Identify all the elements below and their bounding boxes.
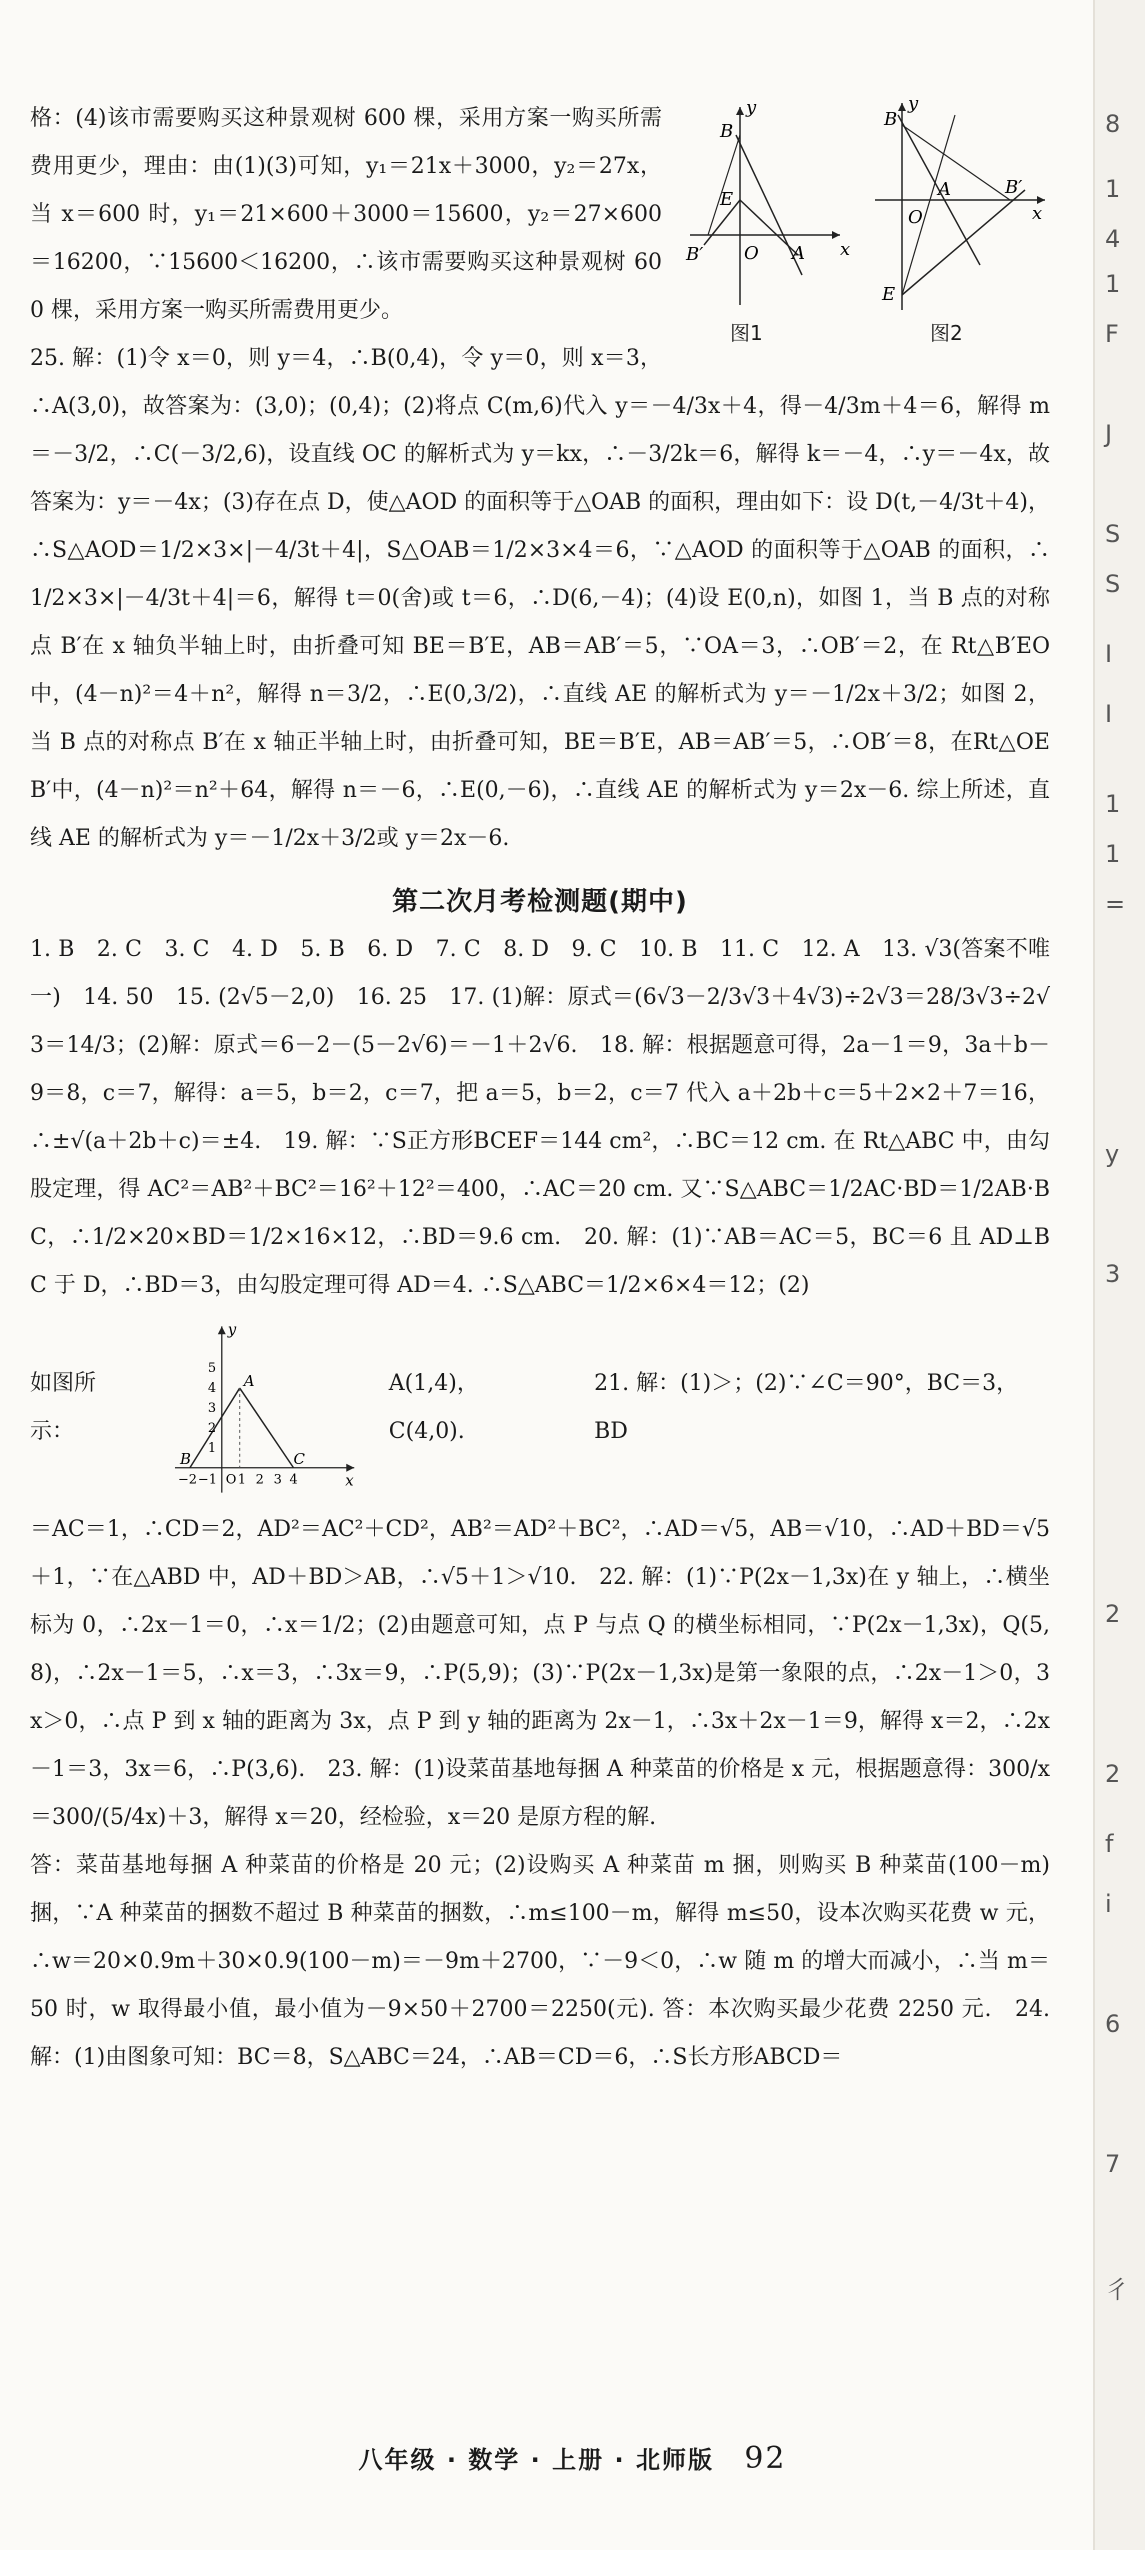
coordinate-figure-row bbox=[30, 1318, 1050, 1498]
answer-paragraph-q21-q23: ＝AC＝1，∴CD＝2，AD²＝AC²＋CD²，AB²＝AD²＋BC²，∴AD＝√5，AB＝√10，∴AD＋BD＝√5＋1，∵在△ABD 中，AD＋BD＞AB，∴√5＋1＞√10. 22. 解：(1)∵P(2x－1,3x)在 y 轴上，∴横坐标为 0，∴2x－1＝0，∴x＝1/2；(2)由题意可知，点 P 与点 Q 的横坐标相同，∵P(2x－1,3x)，Q(5,8)，∴2x－1＝5，∴x＝3，∴3x＝9，∴P(5,9)；(3)∵P(2x－1,3x)是第一象限的点，∴2x－1＞0，3x＞0，∴点 P 到 x 轴的距离为 3x，点 P 到 y 轴的距离为 2x－1，∴3x＋2x－1＝9，解得 x＝2，∴2x－1＝3，3x＝6，∴P(3,6). 23. 解：(1)设菜苗基地每捆 A 种菜苗的价格是 x 元，根据题意得：300/x＝300/(5/4x)＋3，解得 x＝20，经检验，x＝20 是原方程的解. bbox=[30, 1517, 1050, 1830]
coord-tick-y4: 4 bbox=[207, 1381, 216, 1397]
coord-label-y: y bbox=[227, 1320, 236, 1339]
fig1-label-y: y bbox=[746, 97, 757, 118]
strip-glyph: 1 bbox=[1105, 270, 1121, 298]
fig2-label-y: y bbox=[908, 95, 919, 114]
coord-tick-x1: 1 bbox=[237, 1472, 246, 1488]
fig1-label-a: A bbox=[792, 243, 805, 264]
answer-paragraph-q1-q20: 1. B 2. C 3. C 4. D 5. B 6. D 7. C 8. D 9. C 10. B 11. C 12. A 13. √3(答案不唯一) 14. 50 15. (2√5－2,0) 16. 25 17. (1)解：原式＝(6√3－2/3√3＋4√3)÷2√3＝28/3√3÷2√3＝14/3；(2)解：原式＝6－2－(5－2√6)＝－1＋2√6. 18. 解：根据题意可得，2a－1＝9，3a＋b－9＝8，c＝7，解得：a＝5，b＝2，c＝7，把 a＝5，b＝2，c＝7 代入 a＋2b＋c＝5＋2×2＋7＝16，∴±√(a＋2b＋c)＝±4. 19. 解：∵S正方形BCEF＝144 cm²，∴BC＝12 cm. 在 Rt△ABC 中，由勾股定理，得 AC²＝AB²＋BC²＝16²＋12²＝400，∴AC＝20 cm. 又∵S△ABC＝1/2AC·BD＝1/2AB·BC，∴1/2×20×BD＝1/2×16×12，∴BD＝9.6 cm. 20. 解：(1)∵AB＝AC＝5，BC＝6 且 AD⊥BC 于 D，∴BD＝3，由勾股定理可得 AD＝4. ∴S△ABC＝1/2×6×4＝12；(2) bbox=[30, 937, 1050, 1298]
coord-tick-x2: 2 bbox=[255, 1472, 264, 1488]
strip-glyph: I bbox=[1105, 640, 1113, 668]
strip-glyph: 1 bbox=[1105, 175, 1121, 203]
strip-glyph: 6 bbox=[1105, 2010, 1121, 2038]
answer-paragraph-q23-q24: 答：菜苗基地每捆 A 种菜苗的价格是 20 元；(2)设购买 A 种菜苗 m 捆，则购买 B 种菜苗(100－m)捆，∵A 种菜苗的捆数不超过 B 种菜苗的捆数，∴m≤100－m，解得 m≤50，设本次购买花费 w 元，∴w＝20×0.9m＋30×0.9(100－m)＝－9m＋2700，∵－9＜0，∴w 随 m 的增大而减小，∴当 m＝50 时，w 取得最小值，最小值为－9×50＋2700＝2250(元). 答：本次购买最少花费 2250 元. 24. 解：(1)由图象可知：BC＝8，S△ABC＝24，∴AB＝CD＝6，∴S长方形ABCD＝ bbox=[30, 1853, 1050, 2070]
footer-book-label: 八年级 · 数学 · 上册 · 北师版 bbox=[358, 2446, 714, 2474]
strip-glyph: i bbox=[1105, 1890, 1112, 1918]
strip-glyph: = bbox=[1105, 890, 1126, 918]
strip-glyph: 7 bbox=[1105, 2150, 1121, 2178]
coord-tick-y3: 3 bbox=[207, 1400, 216, 1416]
figure-2-caption: 图2 bbox=[930, 321, 963, 345]
strip-glyph: J bbox=[1105, 420, 1113, 448]
answer-column bbox=[30, 95, 1050, 2082]
strip-glyph: 8 bbox=[1105, 110, 1121, 138]
coord-tick-xm2: −2 bbox=[177, 1472, 197, 1488]
coord-label-x: x bbox=[344, 1471, 354, 1490]
page-number: 92 bbox=[744, 2441, 787, 2476]
fig2-label-b: B bbox=[884, 109, 898, 130]
fig1-label-b-prime: B′ bbox=[686, 244, 704, 265]
strip-glyph: 彳 bbox=[1105, 2276, 1129, 2304]
fig2-label-x: x bbox=[1032, 203, 1043, 224]
adjacent-page-edge bbox=[1093, 0, 1145, 2550]
answer-paragraph-q24-end: 格：(4)该市需要购买这种景观树 600 棵，采用方案一购买所需费用更少，理由：由(1)(3)可知，y₁＝21x＋3000，y₂＝27x，当 x＝600 时，y₁＝21×600＋3000＝15600，y₂＝27×600＝16200，∵15600＜16200，∴该市需要购买这种景观树 600 棵，采用方案一购买所需费用更少。 bbox=[30, 106, 662, 323]
fig1-label-e: E bbox=[720, 189, 734, 210]
coord-tick-y1: 1 bbox=[207, 1440, 216, 1456]
figure-points-text: A(1,4)，C(4,0). bbox=[388, 1371, 479, 1444]
strip-glyph: y bbox=[1105, 1140, 1120, 1168]
coord-label-a: A bbox=[243, 1372, 255, 1391]
fig1-label-o: O bbox=[744, 243, 759, 264]
strip-glyph: f bbox=[1105, 1830, 1114, 1858]
coord-tick-x4: 4 bbox=[289, 1472, 298, 1488]
fig1-label-x: x bbox=[840, 239, 851, 260]
strip-glyph: 2 bbox=[1105, 1760, 1121, 1788]
section-title: 第二次月考检测题(期中) bbox=[392, 887, 688, 917]
coord-label-b: B bbox=[179, 1449, 191, 1468]
fig2-label-b-prime: B′ bbox=[1005, 177, 1023, 198]
strip-glyph: 3 bbox=[1105, 1260, 1121, 1288]
figure-prefix-text: 如图所示： bbox=[30, 1371, 97, 1444]
coord-label-c: C bbox=[293, 1449, 305, 1468]
strip-glyph: F bbox=[1105, 320, 1119, 348]
fold-figures-svg bbox=[680, 95, 1050, 315]
coord-tick-y5: 5 bbox=[207, 1361, 216, 1377]
coordinate-triangle-figure bbox=[170, 1318, 359, 1498]
figure-1 bbox=[685, 97, 850, 305]
fig2-label-e: E bbox=[882, 284, 896, 305]
figure-2 bbox=[875, 95, 1045, 310]
page-footer bbox=[0, 2440, 1145, 2476]
coord-tick-xm1: −1 bbox=[197, 1472, 217, 1488]
coord-tick-y2: 2 bbox=[207, 1420, 216, 1436]
fig2-label-a: A bbox=[938, 179, 951, 200]
strip-glyph: 2 bbox=[1105, 1600, 1121, 1628]
fig2-label-o: O bbox=[908, 207, 923, 228]
figure-row-rest-text: 21. 解：(1)＞；(2)∵∠C＝90°，BC＝3，BD bbox=[594, 1371, 1019, 1444]
strip-glyph: S bbox=[1105, 570, 1121, 598]
fold-figures bbox=[680, 95, 1050, 345]
coord-label-o: O bbox=[225, 1472, 236, 1488]
fig1-label-b: B bbox=[720, 121, 734, 142]
strip-glyph: S bbox=[1105, 520, 1121, 548]
answer-paragraph-q25: 25. 解：(1)令 x＝0，则 y＝4，∴B(0,4)，令 y＝0，则 x＝3，∴A(3,0)，故答案为：(3,0)；(0,4)；(2)将点 C(m,6)代入 y＝－4/3x＋4，得－4/3m＋4＝6，解得 m＝－3/2，∴C(－3/2,6)，设直线 OC 的解析式为 y＝kx，∴－3/2k＝6，解得 k＝－4，∴y＝－4x，故答案为：y＝－4x；(3)存在点 D，使△AOD 的面积等于△OAB 的面积，理由如下：设 D(t,－4/3t＋4)，∴S△AOD＝1/2×3×|－4/3t＋4|，S△OAB＝1/2×3×4＝6，∵△AOD 的面积等于△OAB 的面积，∴1/2×3×|－4/3t＋4|＝6，解得 t＝0(舍)或 t＝6，∴D(6,－4)；(4)设 E(0,n)，如图 1，当 B 点的对称点 B′在 x 轴负半轴上时，由折叠可知 BE＝B′E，AB＝AB′＝5，∵OA＝3，∴OB′＝2，在 Rt△B′EO 中，(4－n)²＝4＋n²，解得 n＝3/2，∴E(0,3/2)，∴直线 AE 的解析式为 y＝－1/2x＋3/2；如图 2，当 B 点的对称点 B′在 x 轴正半轴上时，由折叠可知，BE＝B′E，AB＝AB′＝5，∴OB′＝8，在Rt△OEB′中，(4－n)²＝n²＋64，解得 n＝－6，∴E(0,－6)，∴直线 AE 的解析式为 y＝2x－6. 综上所述，直线 AE 的解析式为 y＝－1/2x＋3/2或 y＝2x－6. bbox=[30, 346, 1050, 851]
strip-glyph: 1 bbox=[1105, 790, 1121, 818]
strip-glyph: I bbox=[1105, 700, 1113, 728]
strip-glyph: 1 bbox=[1105, 840, 1121, 868]
coord-tick-x3: 3 bbox=[273, 1472, 282, 1488]
strip-glyph: 4 bbox=[1105, 225, 1121, 253]
figure-1-caption: 图1 bbox=[730, 321, 763, 345]
